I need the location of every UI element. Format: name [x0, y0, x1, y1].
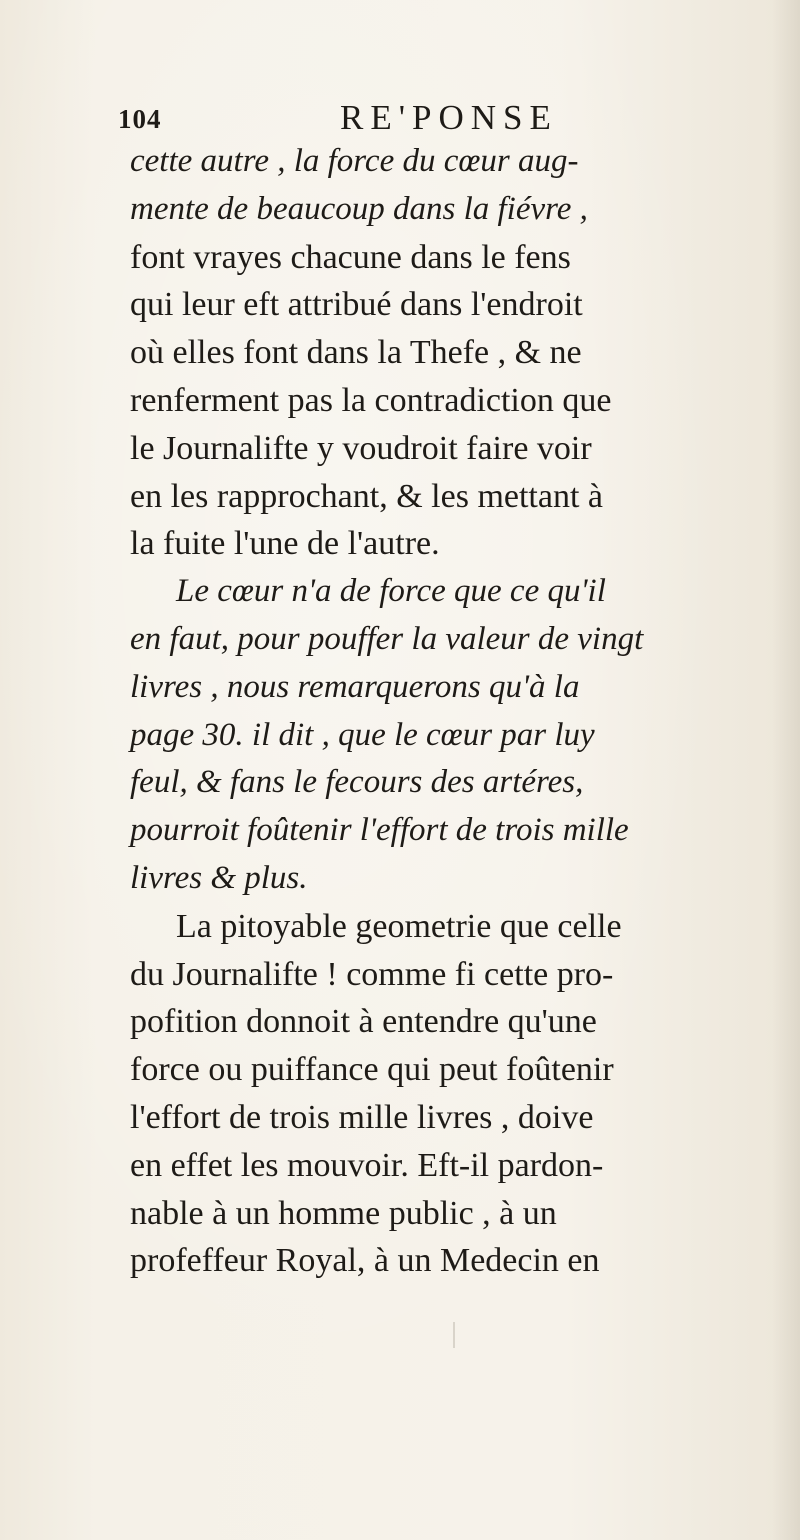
text-line: nable à un homme public , à un — [130, 1194, 557, 1232]
text-line: qui leur eft attribué dans l'endroit — [130, 286, 583, 324]
text-line: l'effort de trois mille livres , doive — [130, 1098, 594, 1136]
page-edge-shadow — [772, 0, 800, 1540]
quote-line: Le cœur n'a de force que ce qu'il — [176, 573, 606, 610]
page-header — [118, 92, 738, 142]
running-head: RE'PONSE — [340, 98, 558, 137]
body-text — [130, 138, 760, 1285]
text-line: en les rapprochant, & les mettant à — [130, 477, 603, 515]
text-line: où elles font dans la Thefe , & ne — [130, 334, 582, 372]
text-line: force ou puiffance qui peut foûtenir — [130, 1051, 614, 1089]
text-line: le Journalifte y voudroit faire voir — [130, 429, 592, 467]
text-line: mente de beaucoup dans la fiévre , — [130, 190, 588, 227]
quote-line: en faut, pour pouffer la valeur de vingt — [130, 620, 644, 657]
page-number: 104 — [118, 104, 162, 134]
text-line: cette autre , la force du cœur aug- — [130, 143, 579, 179]
quote-line: pourroit foûtenir l'effort de trois mille — [130, 812, 629, 849]
quote-line: page 30. il dit , que le cœur par luy — [130, 716, 595, 753]
quote-line: livres & plus. — [130, 859, 308, 896]
text-line: renferment pas la contradiction que — [130, 381, 612, 419]
quote-line: feul, & fans le fecours des artéres, — [130, 764, 584, 801]
text-line: La pitoyable geometrie que celle — [176, 907, 622, 945]
paper-blemish — [453, 1322, 455, 1348]
quote-line: livres , nous remarquerons qu'à la — [130, 668, 580, 705]
text-line: du Journalifte ! comme fi cette pro- — [130, 955, 614, 993]
text-line: pofition donnoit à entendre qu'une — [130, 1003, 597, 1041]
text-line: en effet les mouvoir. Eft-il pardon- — [130, 1146, 604, 1184]
text-line: font vrayes chacune dans le fens — [130, 238, 571, 276]
text-line: profeffeur Royal, à un Medecin en — [130, 1242, 600, 1280]
text-line: la fuite l'une de l'autre. — [130, 525, 440, 563]
